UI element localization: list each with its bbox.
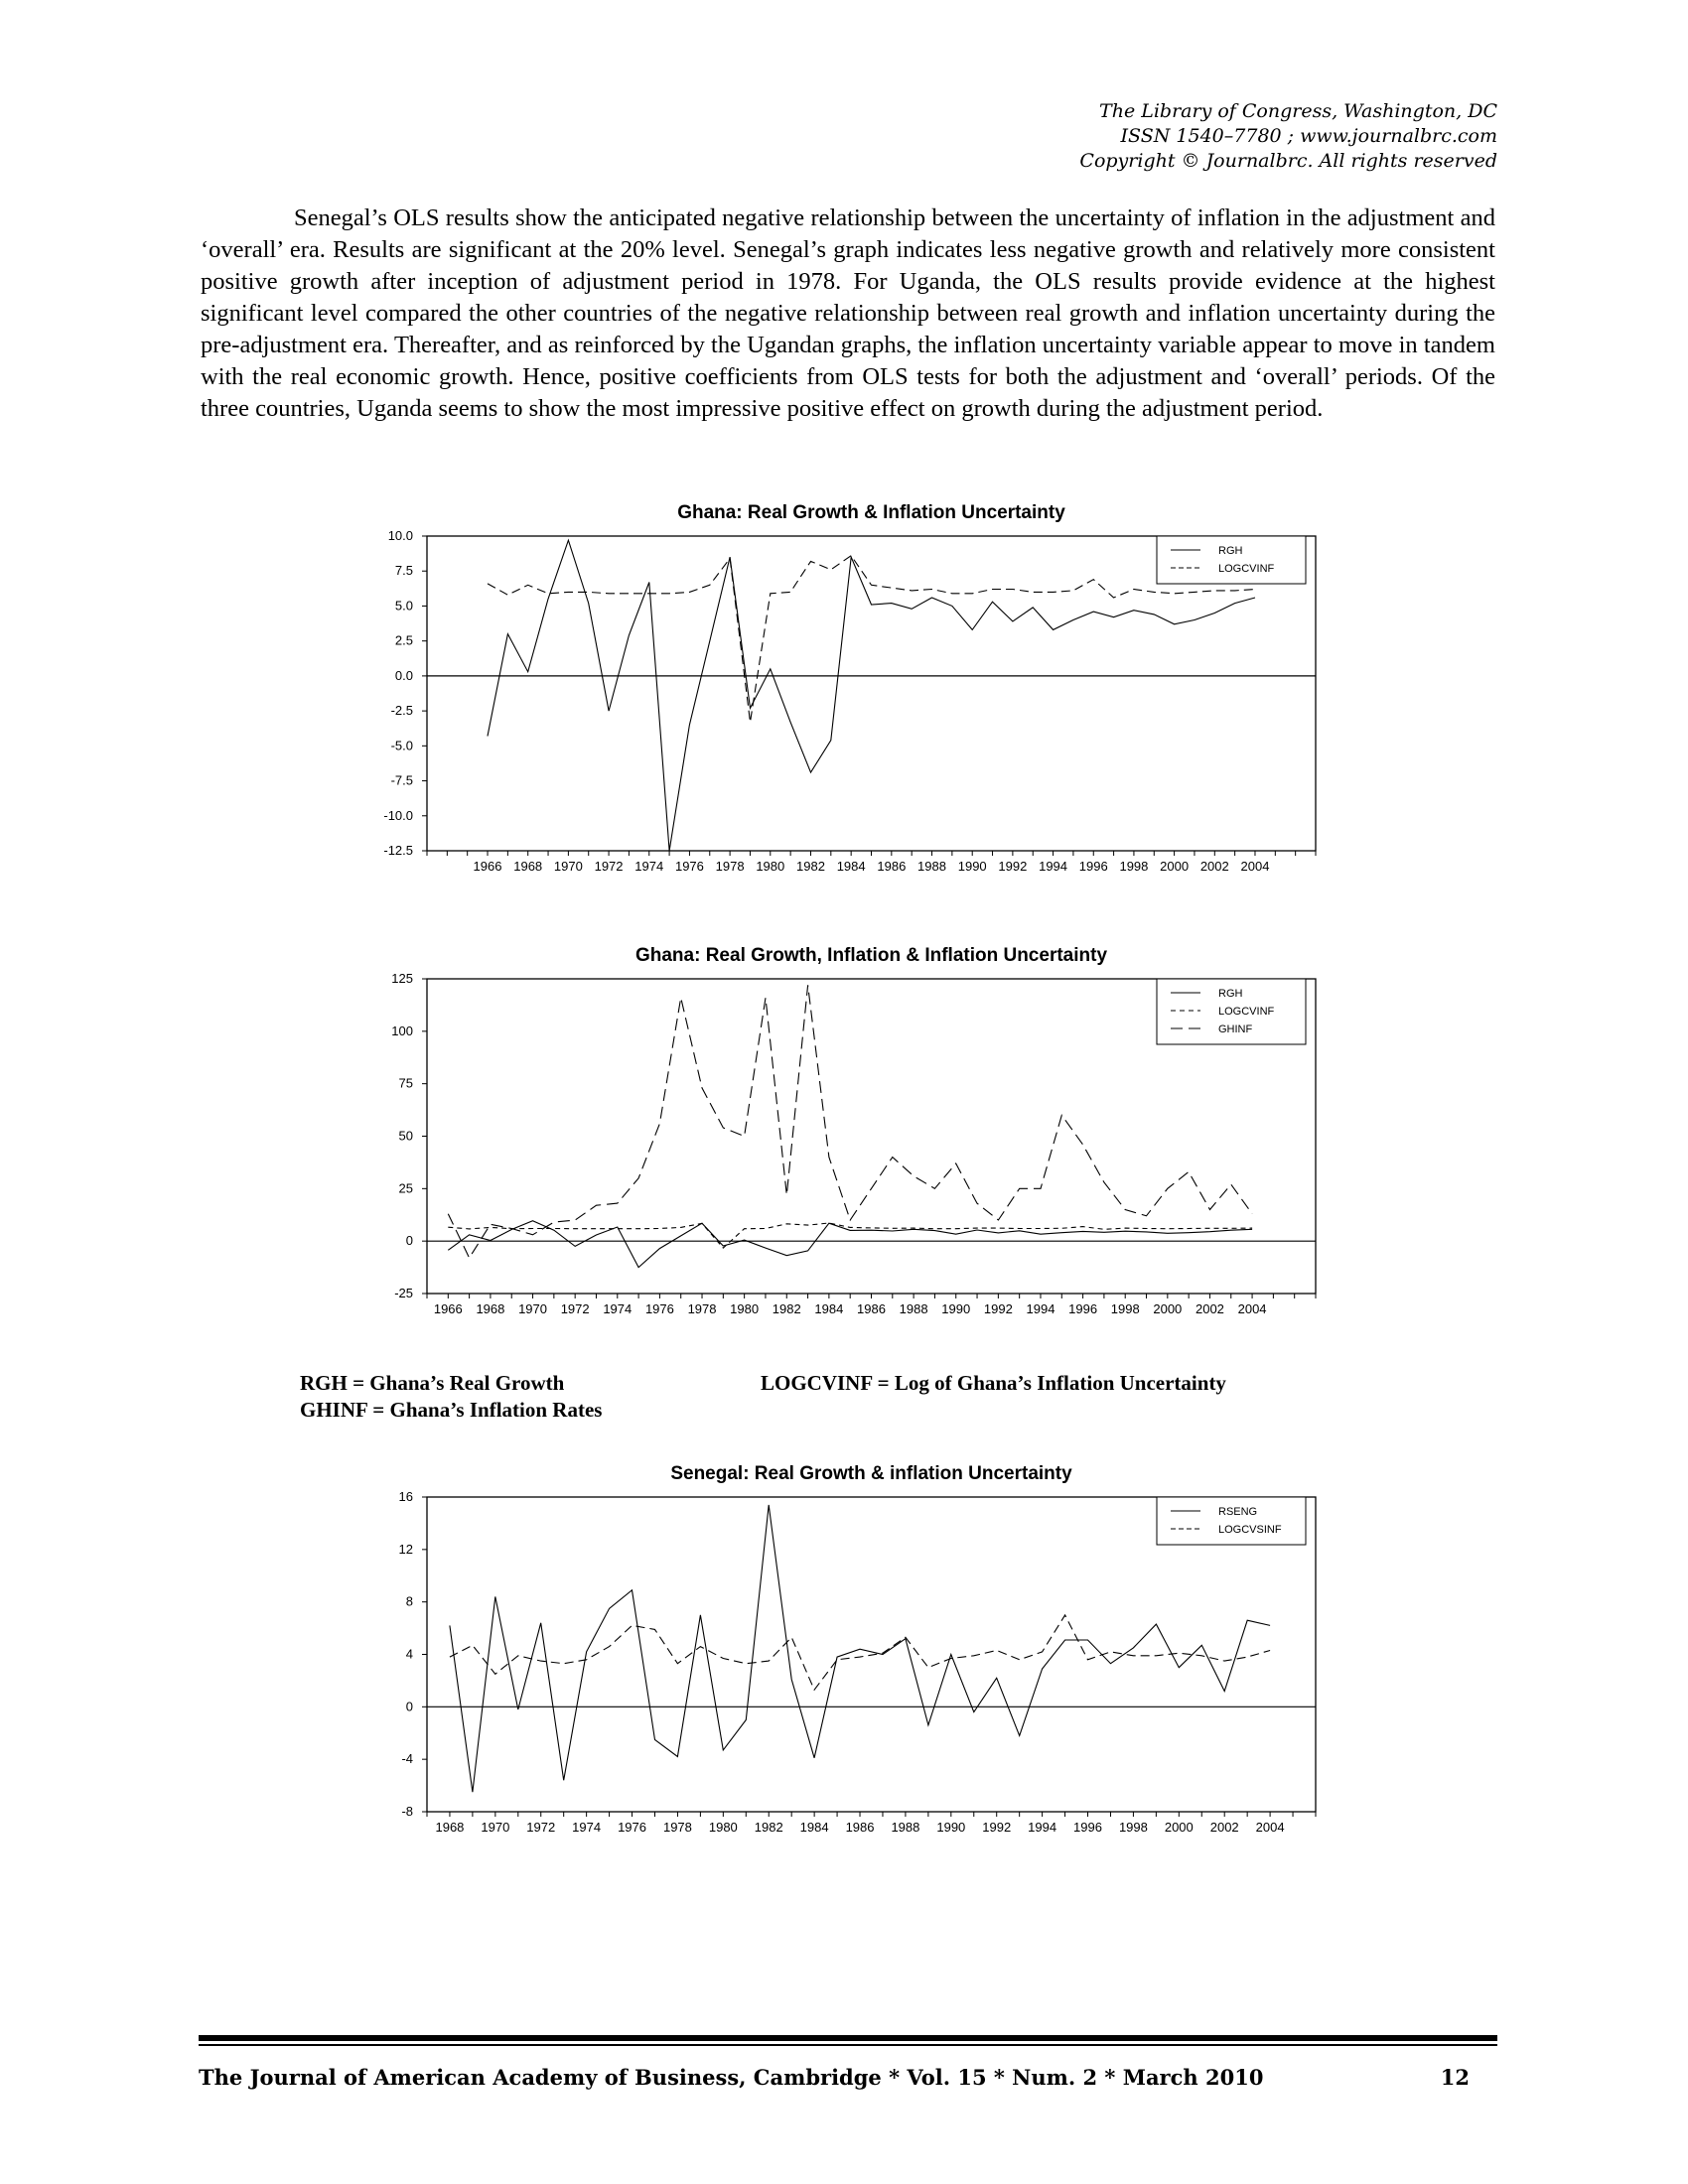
- y-tick-label: -25: [394, 1286, 413, 1300]
- x-tick-label: 1992: [982, 1820, 1012, 1835]
- x-tick-label: 2002: [1195, 1301, 1224, 1316]
- series-line-logcvsinf: [450, 1615, 1270, 1690]
- y-tick-label: -4: [401, 1751, 413, 1767]
- legend: [1157, 536, 1306, 584]
- footer-rule-thick: [199, 2035, 1497, 2041]
- legend: [1157, 1497, 1306, 1545]
- y-tick-label: 10.0: [387, 528, 413, 543]
- x-tick-label: 1980: [756, 859, 785, 874]
- def-rgh: RGH = Ghana’s Real Growth: [300, 1371, 565, 1395]
- x-tick-label: 2002: [1199, 859, 1229, 874]
- y-tick-label: 8: [405, 1593, 413, 1609]
- footer-journal: The Journal of American Academy of Business, Cambridge * Vol. 15 * Num. 2 * March 2010: [199, 2065, 1264, 2090]
- x-tick-label: 1966: [433, 1301, 463, 1316]
- y-tick-label: 100: [391, 1023, 413, 1038]
- x-tick-label: 1986: [857, 1301, 886, 1316]
- x-tick-label: 2004: [1237, 1301, 1267, 1316]
- x-tick-label: 1978: [662, 1820, 692, 1835]
- x-tick-label: 1966: [473, 859, 502, 874]
- x-tick-label: 1972: [594, 859, 624, 874]
- header-line-2: ISSN 1540–7780 ; www.journalbrc.com: [1120, 125, 1497, 147]
- y-tick-label: 0: [405, 1699, 413, 1714]
- running-header: [1079, 99, 1497, 174]
- x-tick-label: 2002: [1209, 1820, 1239, 1835]
- x-tick-label: 1982: [754, 1820, 783, 1835]
- x-tick-label: 1980: [708, 1820, 738, 1835]
- x-tick-label: 1978: [687, 1301, 717, 1316]
- page-number: 12: [1440, 2065, 1470, 2090]
- x-tick-label: 1992: [998, 859, 1028, 874]
- series-line-ghinf: [448, 985, 1252, 1258]
- series-line-logcvinf: [448, 1223, 1252, 1248]
- x-tick-label: 1994: [1026, 1301, 1055, 1316]
- x-tick-label: 1994: [1039, 859, 1068, 874]
- legend-label: RGH: [1218, 545, 1243, 557]
- x-tick-label: 1998: [1110, 1301, 1140, 1316]
- y-tick-label: 75: [398, 1075, 413, 1091]
- x-tick-label: 1990: [957, 859, 987, 874]
- legend-label: LOGCVINF: [1218, 563, 1275, 575]
- x-tick-label: 1986: [845, 1820, 875, 1835]
- x-tick-label: 2000: [1153, 1301, 1183, 1316]
- series-line-rgh: [488, 540, 1255, 851]
- x-tick-label: 1996: [1078, 859, 1108, 874]
- x-tick-label: 1982: [796, 859, 825, 874]
- x-tick-label: 1978: [715, 859, 745, 874]
- legend-box: [1157, 536, 1306, 584]
- x-tick-label: 1976: [618, 1820, 646, 1835]
- x-tick-label: 1970: [518, 1301, 548, 1316]
- y-tick-label: -5.0: [390, 738, 413, 753]
- x-tick-label: 1984: [836, 859, 866, 874]
- x-tick-label: 2000: [1160, 859, 1190, 874]
- chart-title: Senegal: Real Growth & inflation Uncertainty: [670, 1463, 1072, 1484]
- x-tick-label: 1974: [634, 859, 664, 874]
- legend-label: RGH: [1218, 988, 1243, 1000]
- chart-3: [298, 1459, 1331, 1837]
- x-tick-label: 1984: [799, 1820, 829, 1835]
- x-tick-label: 1982: [772, 1301, 801, 1316]
- footer-rule-thin: [199, 2044, 1497, 2046]
- y-tick-label: -7.5: [390, 772, 413, 788]
- chart-title: Ghana: Real Growth & Inflation Uncertainty: [677, 502, 1065, 523]
- y-tick-label: 16: [398, 1489, 413, 1504]
- x-tick-label: 1998: [1118, 1820, 1148, 1835]
- chart-1: [298, 498, 1331, 876]
- x-tick-label: 1976: [644, 1301, 674, 1316]
- y-tick-label: 125: [391, 971, 413, 986]
- x-tick-label: 1968: [435, 1820, 465, 1835]
- x-tick-label: 1992: [983, 1301, 1013, 1316]
- legend: [1157, 979, 1306, 1044]
- series-line-logcvinf: [488, 556, 1255, 723]
- x-tick-label: 1970: [553, 859, 583, 874]
- def-ghinf: GHINF = Ghana’s Inflation Rates: [300, 1398, 603, 1422]
- x-tick-label: 1988: [899, 1301, 928, 1316]
- y-tick-label: -8: [401, 1804, 413, 1819]
- chart-3-svg: [298, 1459, 1331, 1837]
- footer: [199, 2065, 1470, 2090]
- legend-label: RSENG: [1218, 1506, 1258, 1518]
- chart-2: [298, 941, 1331, 1318]
- x-tick-label: 2004: [1240, 859, 1270, 874]
- y-tick-label: 7.5: [394, 563, 413, 579]
- x-tick-label: 1990: [936, 1820, 966, 1835]
- y-tick-label: 0.0: [394, 667, 413, 683]
- x-tick-label: 1984: [814, 1301, 844, 1316]
- x-tick-label: 1974: [572, 1820, 602, 1835]
- y-tick-label: 2.5: [394, 632, 413, 648]
- x-tick-label: 1974: [603, 1301, 633, 1316]
- x-tick-label: 1968: [513, 859, 543, 874]
- paragraph: Senegal’s OLS results show the anticipated negative relationship between the uncertainty of inflation in the adjustment and ‘overall’ era. Results are significant at the 20% level. Senegal’s graph indicates less negative growth and relatively more consistent positive growth after inception of adjustment period in 1978. For Uganda, the OLS results provide evidence at the highest significant level compared the other countries of the negative relationship between real growth and inflation uncertainty during the pre-adjustment era. Thereafter, and as reinforced by the Ugandan graphs, the inflation uncertainty variable appear to move in tandem with the real economic growth. Hence, positive coefficients from OLS tests for both the adjustment and ‘overall’ periods. Of the three countries, Uganda seems to show the most impressive positive effect on growth during the adjustment period.: [201, 205, 1495, 422]
- x-tick-label: 1990: [941, 1301, 971, 1316]
- variable-definitions: [300, 1370, 1392, 1424]
- chart-title: Ghana: Real Growth, Inflation & Inflation Uncertainty: [634, 945, 1108, 966]
- x-tick-label: 1996: [1073, 1820, 1102, 1835]
- x-tick-label: 1968: [476, 1301, 505, 1316]
- y-tick-label: 50: [398, 1128, 413, 1144]
- body-text: [201, 203, 1495, 425]
- chart-2-svg: [298, 941, 1331, 1318]
- y-tick-label: -10.0: [383, 807, 413, 823]
- y-tick-label: 12: [398, 1541, 413, 1557]
- legend-label: GHINF: [1218, 1024, 1253, 1035]
- x-tick-label: 1988: [917, 859, 946, 874]
- x-tick-label: 1972: [560, 1301, 590, 1316]
- x-tick-label: 1986: [877, 859, 907, 874]
- legend-label: LOGCVSINF: [1218, 1524, 1282, 1536]
- x-tick-label: 2004: [1255, 1820, 1285, 1835]
- legend-box: [1157, 1497, 1306, 1545]
- def-logcvinf: LOGCVINF = Log of Ghana’s Inflation Uncertainty: [761, 1371, 1226, 1395]
- y-tick-label: -12.5: [383, 843, 413, 858]
- x-tick-label: 1976: [674, 859, 704, 874]
- x-tick-label: 1996: [1068, 1301, 1098, 1316]
- y-tick-label: 5.0: [394, 598, 413, 614]
- x-tick-label: 1988: [891, 1820, 920, 1835]
- x-tick-label: 2000: [1164, 1820, 1194, 1835]
- x-tick-label: 1998: [1119, 859, 1149, 874]
- x-tick-label: 1972: [526, 1820, 556, 1835]
- x-tick-label: 1970: [481, 1820, 510, 1835]
- header-line-1: The Library of Congress, Washington, DC: [1099, 100, 1497, 122]
- x-tick-label: 1994: [1028, 1820, 1057, 1835]
- y-tick-label: 25: [398, 1180, 413, 1196]
- y-tick-label: 0: [405, 1233, 413, 1249]
- series-line-rseng: [450, 1505, 1270, 1792]
- legend-label: LOGCVINF: [1218, 1006, 1275, 1018]
- x-tick-label: 1980: [730, 1301, 760, 1316]
- header-line-3: Copyright © Journalbrc. All rights reserved: [1079, 150, 1497, 172]
- y-tick-label: 4: [405, 1646, 413, 1662]
- y-tick-label: -2.5: [390, 703, 413, 719]
- chart-1-svg: [298, 498, 1331, 876]
